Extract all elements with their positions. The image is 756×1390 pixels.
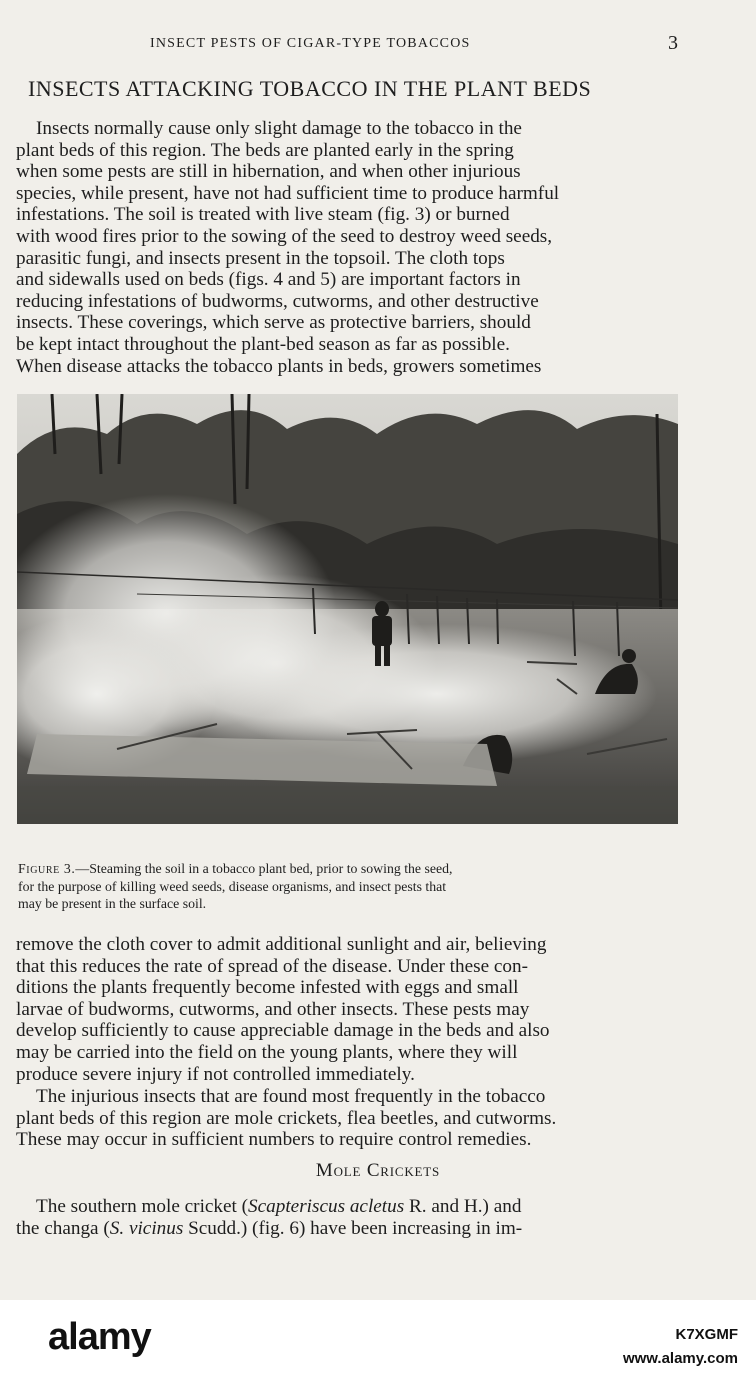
paragraph-line: larvae of budworms, cutworms, and other insects. These pests may	[16, 998, 530, 1020]
caption-text: —Steaming the soil in a tobacco plant bed, prior to sowing the seed,	[75, 861, 453, 876]
paragraph-line: The injurious insects that are found most frequently in the tobacco	[36, 1086, 546, 1107]
paragraph-line: ditions the plants frequently become infested with eggs and small	[16, 977, 519, 999]
caption-line	[18, 860, 683, 878]
text-run: Scudd.) (fig. 6) have been increasing in im-	[183, 1217, 523, 1239]
paragraph-line: that this reduces the rate of spread of the disease. Under these con-	[16, 955, 529, 977]
paragraph-cloth-cover	[16, 934, 684, 1085]
figure-3-caption	[18, 860, 683, 913]
paragraph-line: insects. These coverings, which serve as protective barriers, should	[16, 312, 531, 334]
paragraph-line: parasitic fungi, and insects present in the topsoil. The cloth tops	[16, 247, 505, 269]
species-name: Scapteriscus acletus	[248, 1196, 405, 1217]
paragraph-mole-crickets	[16, 1196, 684, 1239]
subheading-mole-crickets: Mole Crickets	[315, 1160, 441, 1181]
paragraph-line: infestations. The soil is treated with live steam (fig. 3) or burned	[16, 204, 510, 226]
paragraph-line: be kept intact throughout the plant-bed season as far as possible.	[16, 333, 510, 355]
paragraph-line	[16, 1218, 684, 1240]
paragraph-intro	[16, 118, 684, 377]
figure-3-photo	[17, 394, 678, 824]
paragraph-line: Insects normally cause only slight damage to the tobacco in the	[36, 118, 522, 139]
paragraph-line: produce severe injury if not controlled immediately.	[16, 1063, 415, 1085]
paragraph-line: with wood fires prior to the sowing of the seed to destroy weed seeds,	[16, 225, 553, 247]
page-number: 3	[668, 32, 678, 54]
watermark-footer	[0, 1300, 756, 1390]
running-head-title: INSECT PESTS OF CIGAR-TYPE TOBACCOS	[150, 36, 471, 51]
species-name: S. vicinus	[109, 1217, 184, 1239]
text-run: The southern mole cricket (	[36, 1196, 249, 1217]
text-run: the changa (	[16, 1217, 110, 1239]
figure-label: Figure 3.	[18, 861, 76, 876]
caption-line: for the purpose of killing weed seeds, disease organisms, and insect pests that	[18, 878, 447, 894]
paragraph-line: plant beds of this region are mole crickets, flea beetles, and cutworms.	[16, 1107, 557, 1129]
text-run: R. and H.) and	[404, 1196, 522, 1217]
paragraph-line: may be carried into the field on the young plants, where they will	[16, 1041, 518, 1063]
paragraph-line: develop sufficiently to cause appreciable damage in the beds and also	[16, 1020, 550, 1042]
paragraph-common-insects	[16, 1086, 684, 1151]
image-code: K7XGMF	[675, 1326, 738, 1343]
paragraph-line	[16, 1196, 684, 1218]
caption-line: may be present in the surface soil.	[18, 896, 207, 911]
paragraph-line: remove the cloth cover to admit additional sunlight and air, believing	[16, 934, 547, 955]
paragraph-line: and sidewalls used on beds (figs. 4 and 5) are important factors in	[16, 269, 521, 291]
alamy-logo: alamy	[48, 1316, 151, 1358]
paragraph-line: These may occur in sufficient numbers to require control remedies.	[16, 1129, 532, 1151]
watermark-url: www.alamy.com	[622, 1350, 738, 1367]
running-head	[0, 32, 756, 58]
paragraph-line: plant beds of this region. The beds are planted early in the spring	[16, 139, 514, 161]
paragraph-line: reducing infestations of budworms, cutworms, and other destructive	[16, 290, 539, 312]
paragraph-line: when some pests are still in hibernation, and when other injurious	[16, 161, 521, 183]
paragraph-line: When disease attacks the tobacco plants in beds, growers sometimes	[16, 355, 542, 377]
paragraph-line: species, while present, have not had sufficient time to produce harmful	[16, 182, 560, 204]
section-heading: INSECTS ATTACKING TOBACCO IN THE PLANT BEDS	[28, 76, 592, 101]
